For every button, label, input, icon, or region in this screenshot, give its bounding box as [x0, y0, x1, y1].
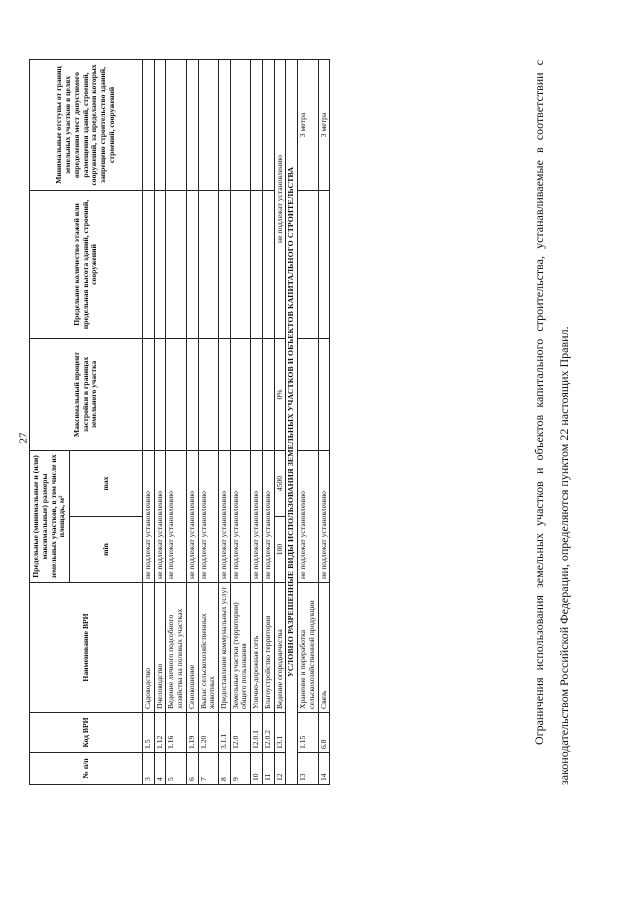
- row-num: 11: [262, 753, 274, 785]
- table-row: [154, 59, 166, 784]
- row-rest: не подлежат установлению: [274, 59, 286, 338]
- row-size: не подлежат установлению: [230, 450, 250, 582]
- row-setback: [262, 59, 274, 190]
- row-percent: [186, 338, 198, 450]
- row-code: 12.0.1: [251, 713, 263, 753]
- row-name: Связь: [318, 583, 330, 713]
- row-code: 13.1: [274, 713, 286, 753]
- row-setback: [186, 59, 198, 190]
- row-code: 1.15: [298, 713, 318, 753]
- row-size: не подлежат установлению: [219, 450, 231, 582]
- table-row: [198, 59, 218, 784]
- row-percent: [166, 338, 186, 450]
- row-setback: [143, 59, 155, 190]
- row-floors: [166, 190, 186, 338]
- row-size: не подлежат установлению: [318, 450, 330, 582]
- row-size: не подлежат установлению: [154, 450, 166, 582]
- row-size: не подлежат установлению: [198, 450, 218, 582]
- table-row: [166, 59, 186, 784]
- row-num: 13: [298, 753, 318, 785]
- row-name: Выпас сельскохозяйственных животных: [198, 583, 218, 713]
- table-row: [262, 59, 274, 784]
- row-setback: [166, 59, 186, 190]
- row-floors: [186, 190, 198, 338]
- row-percent: [154, 338, 166, 450]
- row-code: 3.1.1: [219, 713, 231, 753]
- table-row: [274, 59, 286, 784]
- table-row: [143, 59, 155, 784]
- row-num: 3: [143, 753, 155, 785]
- row-num: 10: [251, 753, 263, 785]
- row-floors: [262, 190, 274, 338]
- row-code: 1.19: [186, 713, 198, 753]
- row-floors: [230, 190, 250, 338]
- section-row: [286, 59, 298, 784]
- row-code: 6.8: [318, 713, 330, 753]
- row-floors: [154, 190, 166, 338]
- row-num: 6: [186, 753, 198, 785]
- table-row: [318, 59, 330, 784]
- row-code: 1.16: [166, 713, 186, 753]
- row-name: Предоставление коммунальных услуг: [219, 583, 231, 713]
- row-num: 8: [219, 753, 231, 785]
- row-num: 12: [274, 753, 286, 785]
- header-name: Наименование ВРИ: [30, 583, 143, 713]
- row-num: 4: [154, 753, 166, 785]
- table-row: [219, 59, 231, 784]
- row-size: не подлежат установлению: [262, 450, 274, 582]
- row-floors: [318, 190, 330, 338]
- table-row: [251, 59, 263, 784]
- restrictions-note: Ограничения использования земельных участков и объектов капитального строительства, устанавливаемые в соответствии с законодательством Российской Федерации, определяются пунктом 22 настоящих Правил.: [532, 60, 572, 785]
- table-row: [230, 59, 250, 784]
- row-size: не подлежат установлению: [143, 450, 155, 582]
- row-min: 100: [274, 517, 286, 583]
- land-use-table: [29, 59, 330, 785]
- row-setback: [230, 59, 250, 190]
- rotated-page-content: [9, 47, 621, 805]
- row-floors: [251, 190, 263, 338]
- row-num: 7: [198, 753, 218, 785]
- row-name: Земельные участки (территории) общего пользования: [230, 583, 250, 713]
- row-percent: [198, 338, 218, 450]
- row-setback: [154, 59, 166, 190]
- header-max: max: [70, 450, 143, 516]
- row-setback: [198, 59, 218, 190]
- row-num: 9: [230, 753, 250, 785]
- row-name: Сенокошение: [186, 583, 198, 713]
- row-percent: [251, 338, 263, 450]
- header-setback: Минимальные отступы от границ земельных участков в целях определения мест допустимого размещения зданий, строений, сооружений, за пределами которых запрещено строительство зданий, строений, сооружений: [30, 59, 143, 190]
- row-name: Садоводство: [143, 583, 155, 713]
- row-setback: 3 метра: [298, 59, 318, 190]
- row-percent: [262, 338, 274, 450]
- row-percent: [298, 338, 318, 450]
- row-percent: [230, 338, 250, 450]
- header-num: № п/п: [30, 753, 143, 785]
- row-floors: [143, 190, 155, 338]
- row-floors: [198, 190, 218, 338]
- row-size: не подлежат установлению: [166, 450, 186, 582]
- row-code: 1.5: [143, 713, 155, 753]
- row-name: Хранение и переработка сельскохозяйственной продукции: [298, 583, 318, 713]
- row-setback: [251, 59, 263, 190]
- row-num: 14: [318, 753, 330, 785]
- row-name: Ведение личного подсобного хозяйства на полевых участках: [166, 583, 186, 713]
- row-name: Благоустройство территории: [262, 583, 274, 713]
- header-size-label: Предельные (минимальные и (или) максимальные) размеры земельных участков, в том числе их площадь, м²: [31, 454, 67, 579]
- row-floors: [298, 190, 318, 338]
- table-row: [298, 59, 318, 784]
- row-percent: 0%: [274, 338, 286, 450]
- header-size: [30, 450, 70, 582]
- row-max: 4500: [274, 450, 286, 516]
- header-code: Код ВРИ: [30, 713, 143, 753]
- page-number: 27: [17, 432, 30, 444]
- row-code: 12.0.2: [262, 713, 274, 753]
- table-row: [186, 59, 198, 784]
- row-size: не подлежат установлению: [186, 450, 198, 582]
- row-setback: [219, 59, 231, 190]
- row-percent: [143, 338, 155, 450]
- row-setback: 3 метра: [318, 59, 330, 190]
- row-code: 1.12: [154, 713, 166, 753]
- row-name: Улично-дорожная сеть: [251, 583, 263, 713]
- row-floors: [219, 190, 231, 338]
- row-code: 12.0: [230, 713, 250, 753]
- row-percent: [318, 338, 330, 450]
- section-heading: УСЛОВНО РАЗРЕШЕННЫЕ ВИДЫ ИСПОЛЬЗОВАНИЯ ЗЕМЕЛЬНЫХ УЧАСТКОВ И ОБЪЕКТОВ КАПИТАЛЬНОГО СТРОИТЕЛЬСТВА: [286, 59, 298, 784]
- row-code: 1.20: [198, 713, 218, 753]
- header-row: [30, 59, 70, 784]
- header-floors: Предельное количество этажей или предельная высота зданий, строений, сооружений: [30, 190, 143, 338]
- row-size: не подлежат установлению: [251, 450, 263, 582]
- row-percent: [219, 338, 231, 450]
- row-name: Пчеловодство: [154, 583, 166, 713]
- row-size: не подлежат установлению: [298, 450, 318, 582]
- header-percent: Максимальный процент застройки в границах земельного участка: [30, 338, 143, 450]
- row-num: 5: [166, 753, 186, 785]
- row-name: Ведение огородничества: [274, 583, 286, 713]
- header-min: min: [70, 517, 143, 583]
